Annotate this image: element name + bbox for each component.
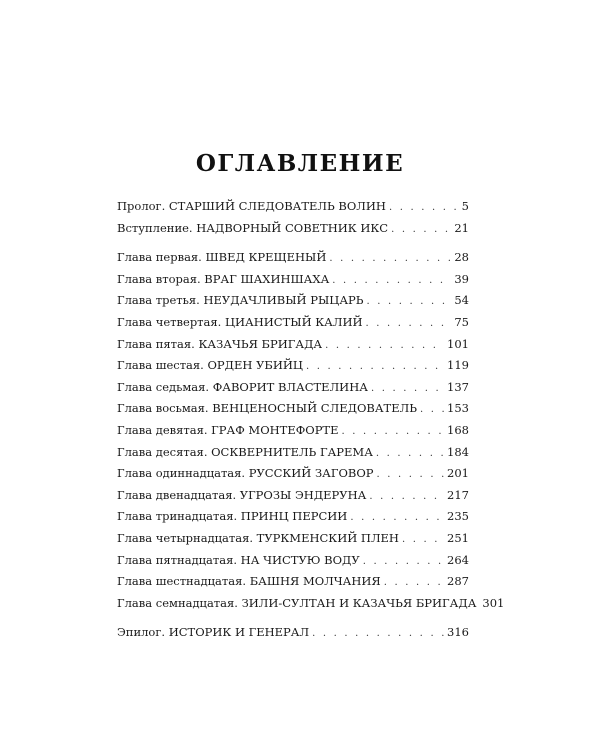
dot-leader: [367, 291, 452, 313]
toc-entry-page-number: 316: [447, 625, 469, 640]
toc-entry-label: Глава первая. ШВЕД КРЕЩЕНЫЙ: [117, 250, 327, 265]
toc-entry-page-number: 251: [447, 530, 469, 545]
toc-entry-label: Глава четырнадцатая. ТУРКМЕНСКИЙ ПЛЕН: [117, 530, 399, 545]
toc-entry-page-number: 54: [454, 293, 469, 308]
toc-entry-page-number: 217: [447, 487, 469, 502]
page-title: ОГЛАВЛЕНИЕ: [195, 150, 405, 177]
toc-entry: [117, 247, 469, 269]
toc-entry-label: Глава девятая. ГРАФ МОНТЕФОРТЕ: [117, 422, 339, 437]
dot-leader: [332, 270, 451, 292]
toc-entry: [117, 571, 469, 593]
dot-leader: [389, 197, 459, 219]
toc-entry-page-number: 75: [454, 314, 469, 329]
dot-leader: [402, 529, 444, 551]
toc-entry: [117, 463, 469, 485]
toc-entry-page-number: 235: [447, 509, 469, 524]
toc-entry: [117, 398, 469, 420]
toc-entry-label: Пролог. СТАРШИЙ СЛЕДОВАТЕЛЬ ВОЛИН: [117, 199, 386, 213]
toc-entry-page-number: 5: [461, 199, 469, 213]
toc-entry: [117, 550, 469, 572]
toc-entry: [117, 290, 469, 312]
dot-leader: [366, 313, 452, 335]
toc-entry-page-number: 101: [447, 336, 469, 351]
toc-entry-label: Эпилог. ИСТОРИК И ГЕНЕРАЛ: [117, 625, 310, 640]
dot-leader: [420, 399, 444, 421]
toc-entry-page-number: 119: [447, 358, 469, 373]
toc-entry: [117, 622, 469, 644]
toc-entry: [117, 355, 469, 377]
table-of-contents: [117, 196, 505, 644]
toc-entry-label: Глава семнадцатая. ЗИЛИ-СУЛТАН И КАЗАЧЬЯ БРИГАДА: [117, 595, 477, 610]
toc-entry-page-number: 301: [482, 595, 505, 610]
toc-entry-page-number: 137: [447, 379, 469, 394]
dot-leader: [371, 378, 444, 400]
toc-entry-label: Глава одиннадцатая. РУССКИЙ ЗАГОВОР: [117, 466, 374, 481]
toc-entry-page-number: 153: [447, 401, 469, 416]
dot-leader: [325, 335, 444, 357]
toc-entry: [117, 420, 469, 442]
dot-leader: [377, 464, 445, 486]
toc-entry: [117, 334, 469, 356]
toc-entry: [117, 528, 469, 550]
dot-leader: [306, 356, 444, 378]
toc-entry-page-number: 39: [454, 271, 469, 286]
toc-entry-page-number: 287: [447, 574, 469, 589]
toc-entry-page-number: 184: [447, 444, 469, 459]
dot-leader: [312, 623, 444, 645]
toc-entry-label: Глава восьмая. ВЕНЦЕНОСНЫЙ СЛЕДОВАТЕЛЬ: [117, 401, 417, 416]
toc-entry-label: Глава пятая. КАЗАЧЬЯ БРИГАДА: [117, 336, 323, 351]
toc-entry-label: Глава четвертая. ЦИАНИСТЫЙ КАЛИЙ: [117, 314, 363, 329]
toc-entry: [117, 218, 469, 240]
toc-entry-label: Глава тринадцатая. ПРИНЦ ПЕРСИИ: [117, 509, 348, 524]
dot-leader: [376, 443, 444, 465]
toc-entry-page-number: 264: [447, 552, 469, 567]
dot-leader: [329, 248, 451, 270]
toc-entry-label: Глава седьмая. ФАВОРИТ ВЛАСТЕЛИНА: [117, 379, 368, 394]
toc-entry-label: Глава шестая. ОРДЕН УБИЙЦ: [117, 358, 303, 373]
toc-entry: [117, 485, 469, 507]
dot-leader: [369, 486, 444, 508]
dot-leader: [342, 421, 445, 443]
toc-entry-label: Глава шестнадцатая. БАШНЯ МОЛЧАНИЯ: [117, 574, 381, 589]
toc-entry: [117, 312, 469, 334]
toc-entry: [117, 593, 505, 615]
toc-entry: [117, 442, 469, 464]
dot-leader: [363, 551, 444, 573]
toc-entry: [117, 506, 469, 528]
toc-entry: [117, 269, 469, 291]
toc-entry-label: Вступление. НАДВОРНЫЙ СОВЕТНИК ИКС: [117, 220, 389, 235]
toc-entry-label: Глава вторая. ВРАГ ШАХИНШАХА: [117, 271, 330, 286]
toc-entry-page-number: 21: [454, 220, 469, 235]
toc-entry: [117, 377, 469, 399]
toc-entry-label: Глава десятая. ОСКВЕРНИТЕЛЬ ГАРЕМА: [117, 444, 373, 459]
toc-entry-label: Глава пятнадцатая. НА ЧИСТУЮ ВОДУ: [117, 552, 360, 567]
toc-entry-page-number: 201: [447, 466, 469, 481]
toc-entry-page-number: 168: [447, 422, 469, 437]
toc-entry-label: Глава третья. НЕУДАЧЛИВЫЙ РЫЦАРЬ: [117, 293, 364, 308]
toc-entry: [117, 196, 469, 218]
dot-leader: [350, 507, 444, 529]
dot-leader: [391, 219, 451, 241]
toc-entry-label: Глава двенадцатая. УГРОЗЫ ЭНДЕРУНА: [117, 487, 367, 502]
toc-entry-page-number: 28: [454, 250, 469, 265]
dot-leader: [384, 572, 444, 594]
